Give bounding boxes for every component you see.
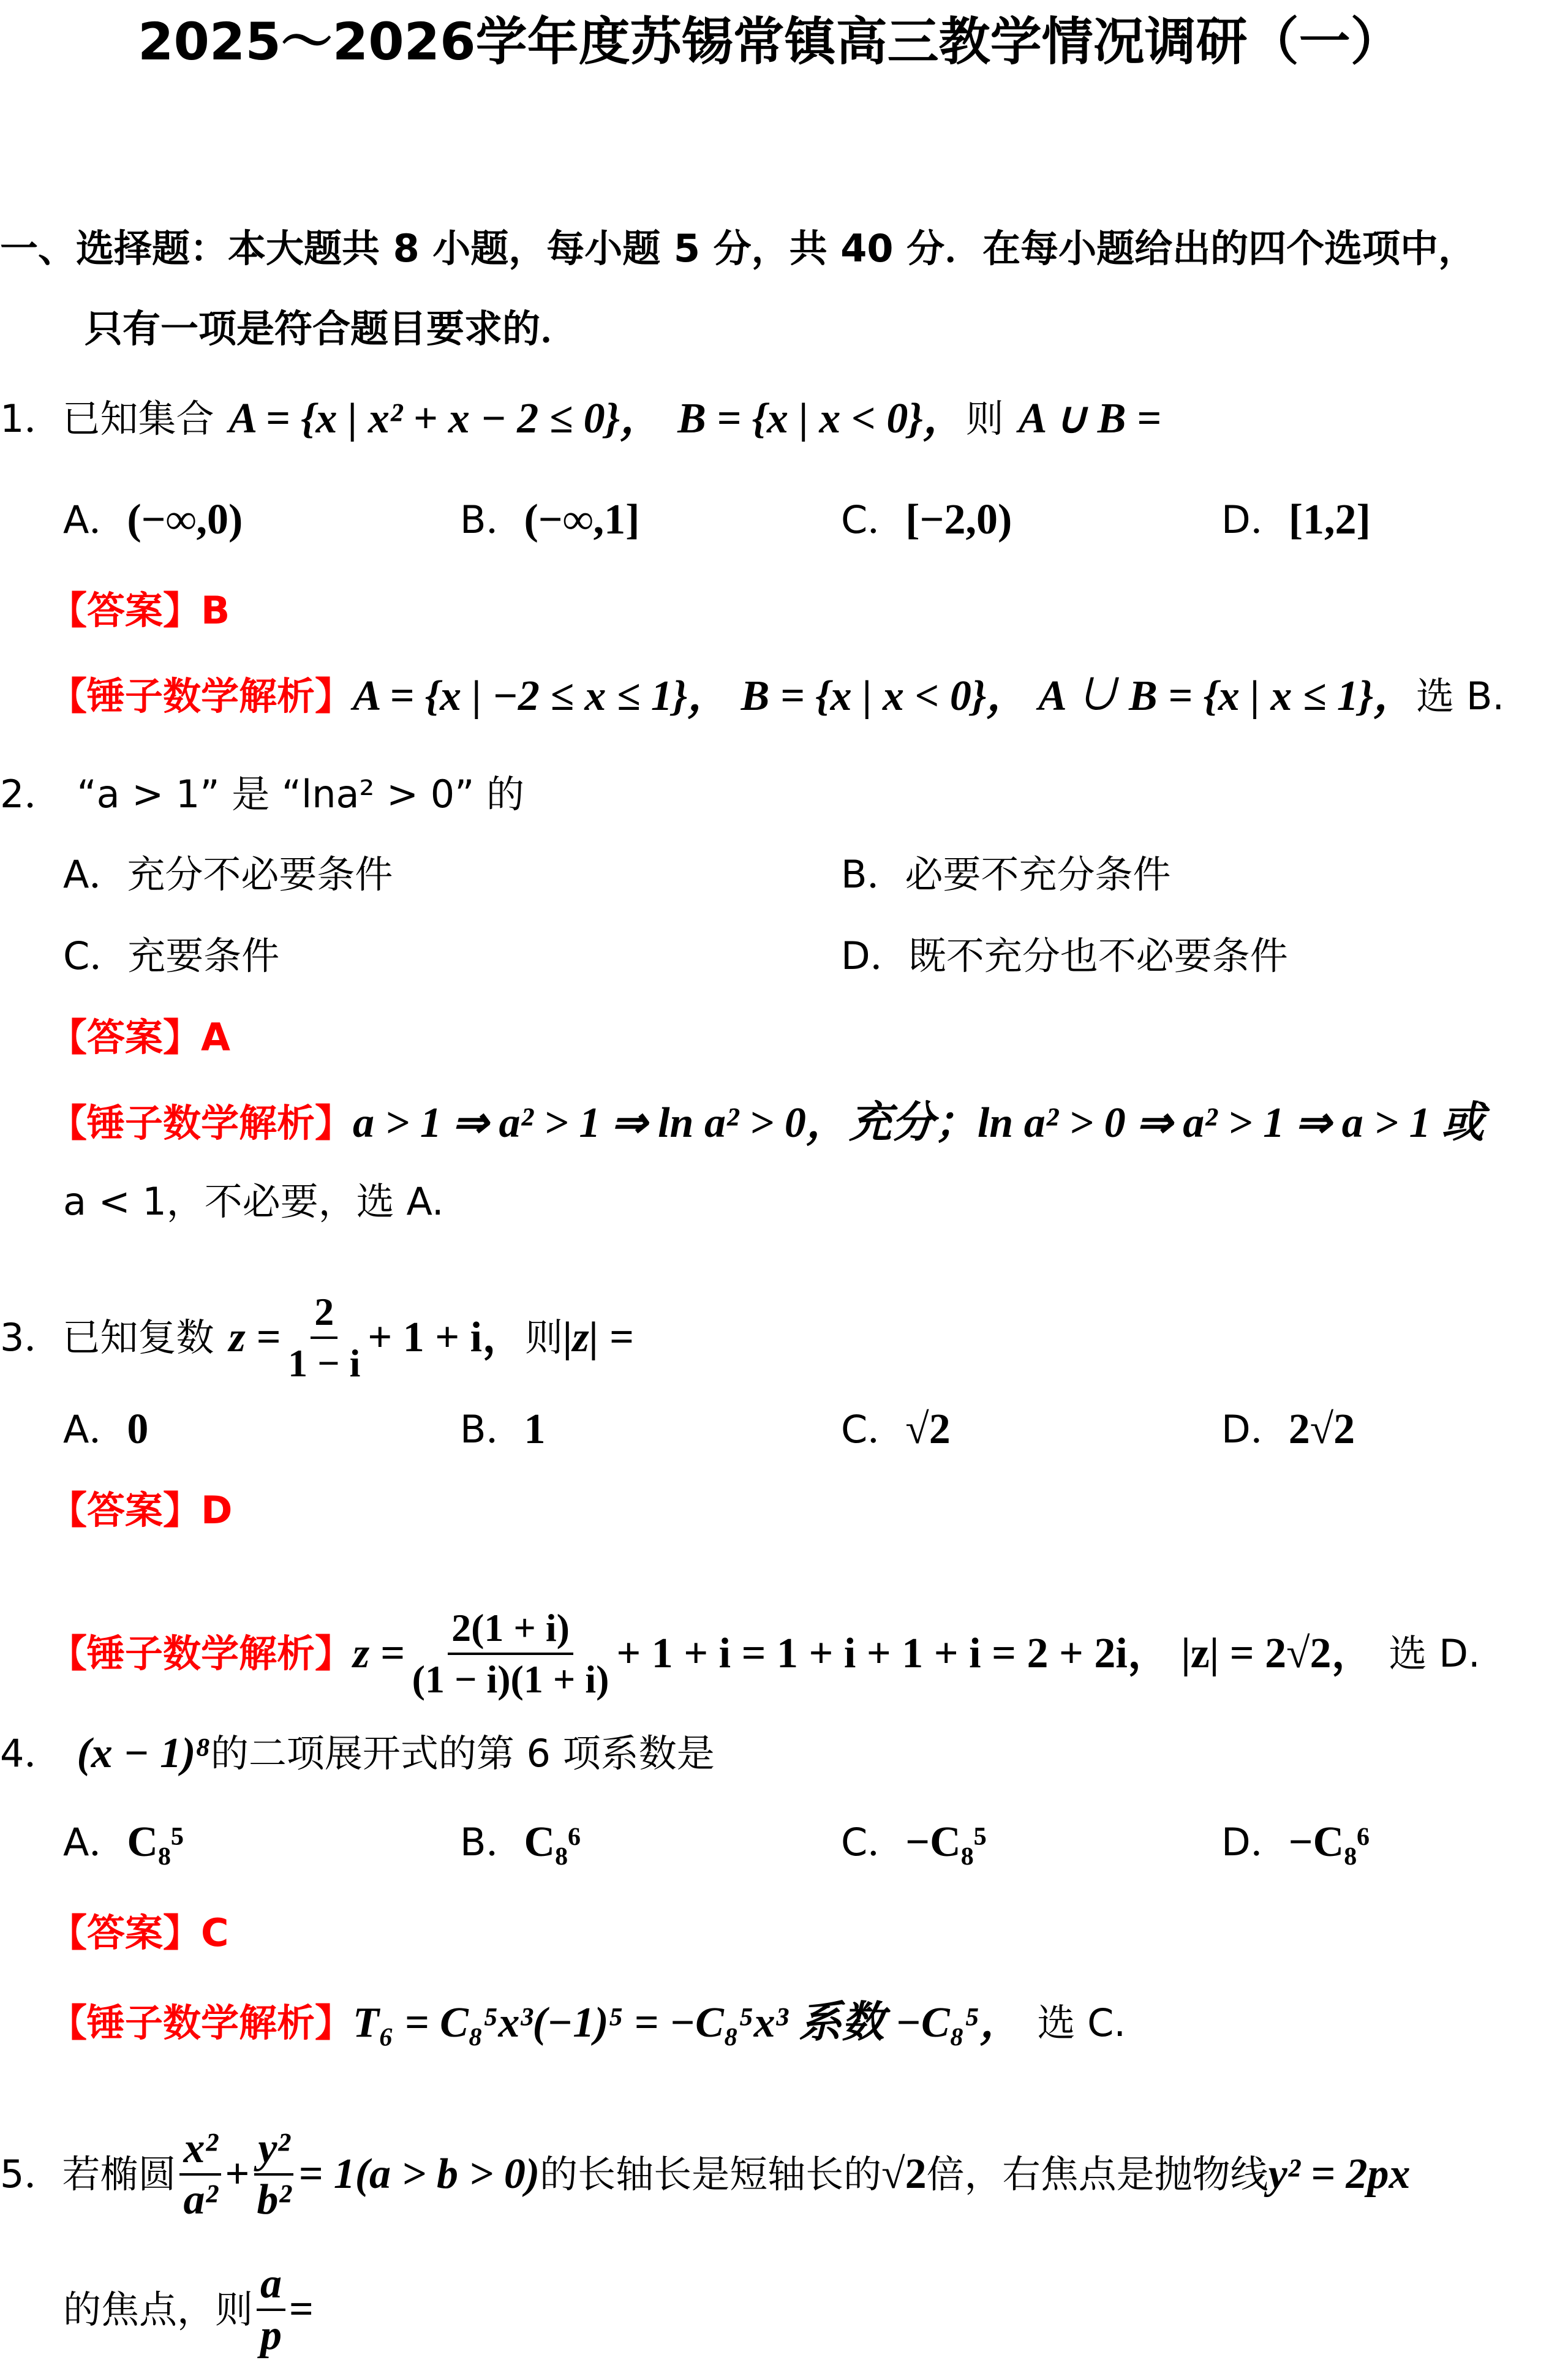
q3-analysis-z: z = — [353, 1630, 405, 1677]
q4-options-2-value: −C₈⁵ — [905, 1819, 987, 1866]
analysis — [49, 1604, 1480, 1704]
option-b — [460, 1818, 581, 1867]
q2-options-0-value: 充分不必要条件 — [127, 852, 393, 897]
q5-text4: 的焦点，则 — [63, 2287, 254, 2332]
option-c — [841, 1818, 987, 1867]
q1-options-1-label: B． — [460, 497, 524, 542]
option-a — [63, 496, 243, 545]
q4-options-0-value: C₈⁵ — [127, 1819, 184, 1866]
answer — [49, 1486, 232, 1535]
q4-analysis-end: 选 C. — [1037, 2000, 1126, 2045]
option-b — [460, 496, 639, 545]
q2-analysis-line1: a > 1 ⇒ a² > 1 ⇒ ln a² > 0，充分；ln a² > 0 ⇒ a² > 1 ⇒ a > 1 或 — [353, 1099, 1485, 1147]
q2-text: “a > 1” 是 “lna² > 0” 的 — [77, 772, 525, 816]
q1-options-2-value: [−2,0) — [905, 496, 1012, 543]
q1-analysis: A = {x | −2 ≤ x ≤ 1}， B = {x | x < 0}， A ∪ B = {x | x ≤ 1}， — [353, 673, 1417, 720]
q4-options-3-label: D． — [1221, 1820, 1289, 1864]
q3-num: 3． — [0, 1315, 62, 1360]
q2-options-1-value: 必要不充分条件 — [905, 852, 1171, 897]
q2-options-0-label: A． — [63, 852, 127, 897]
q4-answer: C — [201, 1910, 229, 1955]
labels-answer: 【答案】 — [49, 588, 202, 633]
option-c — [841, 1405, 951, 1454]
labels-answer: 【答案】 — [49, 1910, 202, 1955]
q3-analysis-rest: + 1 + i = 1 + i + 1 + i = 2 + 2i， |z| = 2√2， — [616, 1630, 1374, 1677]
q4-text: 的二项展开式的第 6 项系数是 — [210, 1731, 715, 1776]
option-c — [63, 932, 279, 981]
q1-answer: B — [201, 588, 230, 633]
q5-f1-num: x² — [179, 2124, 221, 2176]
q3-frac-den: 1 − i — [288, 1341, 361, 1385]
q3-z: z = — [228, 1314, 281, 1361]
q3-text: 已知复数 — [62, 1315, 214, 1360]
q5-text3: 倍，右焦点是抛物线 — [926, 2152, 1268, 2196]
analysis-cont: a < 1，不必要，选 A. — [63, 1179, 444, 1224]
q4-options-2-label: C． — [841, 1820, 906, 1864]
q3-options-0-label: A． — [63, 1407, 127, 1452]
q2-answer: A — [201, 1015, 230, 1060]
q4-options-1-label: B． — [460, 1820, 524, 1864]
labels-answer: 【答案】 — [49, 1015, 202, 1060]
fraction — [284, 1287, 364, 1388]
q5-f2-den: b² — [257, 2176, 292, 2223]
q1-options-3-label: D． — [1221, 497, 1289, 542]
option-d — [1221, 1405, 1355, 1454]
q5-plus: + — [225, 2151, 250, 2198]
q1-options-1-value: (−∞,1] — [524, 496, 640, 543]
option-d — [1221, 496, 1371, 545]
labels-analysis: 【锤子数学解析】 — [49, 1101, 353, 1145]
q3-abs: |z| = — [563, 1314, 634, 1361]
q4-expr: (x − 1)⁸ — [77, 1730, 211, 1777]
option-b — [841, 850, 1171, 899]
page-title: 2025～2026学年度苏锡常镇高三教学情况调研（一） — [138, 12, 1402, 72]
q4-analysis: T₆ = C₈⁵x³(−1)⁵ = −C₈⁵x³ 系数 −C₈⁵， — [353, 1999, 1023, 2046]
q1-options-2-label: C． — [841, 497, 906, 542]
question-text: 已知集合 — [62, 396, 214, 441]
q3-analysis-den: (1 − i)(1 + i) — [412, 1657, 609, 1701]
labels-analysis: 【锤子数学解析】 — [49, 674, 353, 718]
fraction — [409, 1604, 613, 1704]
labels-analysis: 【锤子数学解析】 — [49, 2000, 353, 2045]
question-1 — [0, 394, 1161, 443]
question-4 — [0, 1729, 715, 1778]
section-heading: 一、选择题：本大题共 8 小题，每小题 5 分，共 40 分．在每小题给出的四个选项中， — [0, 226, 1477, 271]
q5-eq: = 1(a > b > 0) — [298, 2151, 540, 2198]
q2-options-2-value: 充要条件 — [127, 933, 280, 978]
q2-options-3-value: 既不充分也不必要条件 — [908, 933, 1288, 978]
q5-f3-den: p — [260, 2312, 282, 2359]
q2-options-2-label: C． — [63, 933, 128, 978]
q5-eq2: = — [289, 2286, 314, 2333]
q5-num: 5． — [0, 2152, 62, 2196]
q3-answer: D — [201, 1488, 233, 1532]
question-2 — [0, 770, 524, 819]
q3-then: 则 — [525, 1315, 564, 1360]
q4-options-3-value: −C₈⁶ — [1288, 1819, 1370, 1866]
q5-text1: 若椭圆 — [62, 2152, 176, 2196]
q3-options-2-label: C． — [841, 1407, 906, 1452]
answer — [49, 1013, 230, 1062]
q2-options-3-label: D． — [841, 933, 908, 978]
q2-num: 2． — [0, 772, 62, 816]
q5-sqrt2: √2 — [881, 2151, 927, 2198]
option-d — [841, 932, 1288, 981]
q5-f2-num: y² — [254, 2124, 293, 2176]
q3-options-3-value: 2√2 — [1288, 1406, 1355, 1453]
q3-rest: + 1 + i， — [368, 1314, 526, 1361]
analysis — [49, 1099, 1484, 1148]
q5-f3-num: a — [257, 2260, 285, 2311]
question-3 — [0, 1287, 634, 1388]
q4-options-0-label: A． — [63, 1820, 127, 1864]
q1-options-0-value: (−∞,0) — [127, 496, 243, 543]
q3-frac-num: 2 — [311, 1287, 337, 1339]
answer — [49, 1909, 229, 1958]
q3-analysis-end: 选 D. — [1389, 1631, 1480, 1676]
q1-options-3-value: [1,2] — [1288, 496, 1371, 543]
q3-options-2-value: √2 — [905, 1406, 951, 1453]
q3-options-3-label: D． — [1221, 1407, 1289, 1452]
math-expr: A = {x | x² + x − 2 ≤ 0}， — [228, 395, 663, 442]
q3-analysis-num: 2(1 + i) — [448, 1604, 573, 1655]
q4-num: 4． — [0, 1731, 62, 1776]
q3-options-1-value: 1 — [524, 1406, 546, 1453]
option-d — [1221, 1818, 1370, 1867]
q5-parab: y² = 2px — [1268, 2151, 1411, 2198]
labels-analysis: 【锤子数学解析】 — [49, 1631, 353, 1676]
q3-options-1-label: B． — [460, 1407, 524, 1452]
analysis — [49, 1999, 1126, 2048]
q1-options-0-label: A． — [63, 497, 127, 542]
labels-answer: 【答案】 — [49, 1488, 202, 1532]
q1-analysis-end: 选 B. — [1416, 674, 1505, 718]
q3-options-0-value: 0 — [127, 1406, 149, 1453]
question-5-cont — [63, 2260, 314, 2360]
q4-options-1-value: C₈⁶ — [524, 1819, 581, 1866]
fraction — [179, 2124, 221, 2225]
fraction — [253, 2124, 295, 2225]
math-expr: B = {x | x < 0}， — [677, 395, 966, 442]
option-c — [841, 496, 1012, 545]
math-expr: A ∪ B = — [1018, 395, 1161, 442]
answer — [49, 586, 230, 635]
q5-text2: 的长轴长是短轴长的 — [540, 2152, 882, 2196]
option-a — [63, 850, 393, 899]
option-a — [63, 1818, 184, 1867]
fraction — [257, 2260, 285, 2360]
section-heading-cont: 只有一项是符合题目要求的． — [85, 306, 579, 351]
question-5 — [0, 2124, 1411, 2225]
q2-options-1-label: B． — [841, 852, 905, 897]
option-b — [460, 1405, 546, 1454]
question-text: 则 — [965, 396, 1004, 441]
q5-f1-den: a² — [183, 2176, 218, 2223]
question-number: 1． — [0, 396, 62, 441]
analysis — [49, 672, 1504, 721]
option-a — [63, 1405, 148, 1454]
